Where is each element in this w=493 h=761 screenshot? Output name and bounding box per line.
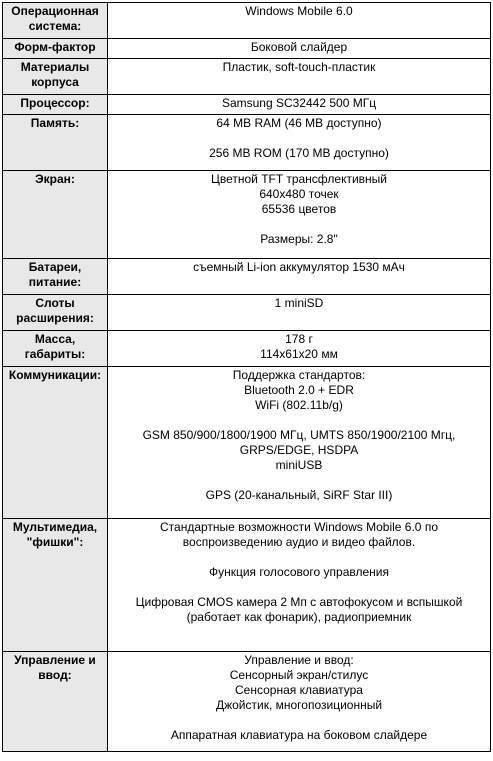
spec-value-battery bbox=[108, 259, 491, 295]
spec-value-line bbox=[112, 713, 486, 728]
spec-label-communications bbox=[3, 367, 108, 519]
spec-label-battery bbox=[3, 259, 108, 295]
spec-label-weight-dimensions bbox=[3, 331, 108, 367]
spec-label-form-factor bbox=[3, 39, 108, 59]
spec-label-line: Коммуникации: bbox=[8, 368, 102, 382]
spec-label-line: расширения: bbox=[16, 311, 94, 325]
spec-value-line: 64 MB RAM (46 MB доступно) bbox=[216, 116, 382, 130]
spec-value-line: Боковой слайдер bbox=[250, 40, 348, 54]
spec-row-os bbox=[3, 3, 491, 39]
spec-row-expansion-slots bbox=[3, 295, 491, 331]
specifications-table-body bbox=[3, 3, 491, 752]
spec-value-line: Сенсорная клавиатура bbox=[235, 683, 363, 697]
spec-row-form-factor bbox=[3, 39, 491, 59]
spec-label-line: Слоты bbox=[35, 296, 75, 310]
spec-value-line: Джойстик, многопозиционный bbox=[215, 698, 383, 712]
spec-value-line: GPS (20-канальный, SiRF Star III) bbox=[205, 488, 393, 502]
spec-value-line: Сенсорный экран/стилус bbox=[229, 668, 369, 682]
spec-value-line bbox=[112, 625, 486, 640]
spec-value-line: Поддержка стандартов: bbox=[232, 368, 366, 382]
spec-row-controls bbox=[3, 652, 491, 752]
spec-value-os bbox=[108, 3, 491, 39]
spec-value-line: съемный Li-ion аккумулятор 1530 мАч bbox=[193, 260, 405, 274]
spec-value-line: воспроизведению аудио и видео файлов. bbox=[182, 535, 416, 549]
spec-label-line: Масса, bbox=[34, 332, 76, 346]
spec-label-line: питание: bbox=[28, 275, 82, 289]
spec-value-line: 114x61x20 мм bbox=[260, 347, 338, 361]
spec-label-line: Экран: bbox=[35, 172, 75, 186]
spec-row-battery bbox=[3, 259, 491, 295]
spec-row-materials bbox=[3, 59, 491, 95]
spec-value-line: Цветной TFT трансфлективный bbox=[210, 172, 387, 186]
spec-label-expansion-slots bbox=[3, 295, 108, 331]
spec-value-expansion-slots bbox=[108, 295, 491, 331]
spec-value-line: 640x480 точек bbox=[259, 187, 339, 201]
spec-value-line: Аппаратная клавиатура на боковом слайдере bbox=[170, 728, 428, 742]
spec-label-line: Управление и bbox=[14, 653, 96, 667]
spec-label-line: Операционная bbox=[11, 4, 99, 18]
spec-value-memory bbox=[108, 115, 491, 171]
spec-label-line: система: bbox=[28, 19, 82, 33]
specifications-table bbox=[2, 2, 491, 752]
spec-label-line: Процессор: bbox=[20, 96, 90, 110]
spec-label-line: габариты: bbox=[24, 347, 86, 361]
spec-value-line: Цифровая CMOS камера 2 Мп с автофокусом и вспышкой bbox=[135, 595, 463, 609]
spec-label-line: Батареи, bbox=[28, 260, 82, 274]
spec-label-line: "фишки": bbox=[26, 535, 84, 549]
spec-label-materials bbox=[3, 59, 108, 95]
spec-value-line bbox=[112, 580, 486, 595]
spec-label-line: ввод: bbox=[38, 668, 72, 682]
spec-label-line: Форм-фактор bbox=[14, 40, 96, 54]
spec-value-communications bbox=[108, 367, 491, 519]
spec-label-line: Материалы bbox=[20, 60, 90, 74]
spec-row-communications bbox=[3, 367, 491, 519]
spec-value-line bbox=[112, 473, 486, 488]
spec-row-memory bbox=[3, 115, 491, 171]
spec-value-line: 178 г bbox=[285, 332, 313, 346]
spec-value-line: Windows Mobile 6.0 bbox=[245, 4, 353, 18]
spec-value-line: 256 MB ROM (170 MB доступно) bbox=[209, 146, 389, 160]
spec-value-line: Размеры: 2.8" bbox=[260, 232, 338, 246]
spec-value-weight-dimensions bbox=[108, 331, 491, 367]
spec-value-line: 65536 цветов bbox=[261, 202, 337, 216]
spec-label-controls bbox=[3, 652, 108, 752]
spec-value-line: Samsung SC32442 500 МГц bbox=[221, 96, 377, 110]
spec-value-line: Bluetooth 2.0 + EDR bbox=[244, 383, 354, 397]
spec-label-memory bbox=[3, 115, 108, 171]
spec-row-weight-dimensions bbox=[3, 331, 491, 367]
spec-value-processor bbox=[108, 95, 491, 115]
spec-value-line: miniUSB bbox=[275, 458, 323, 472]
spec-row-multimedia bbox=[3, 519, 491, 652]
spec-value-line bbox=[112, 131, 486, 146]
spec-label-os bbox=[3, 3, 108, 39]
spec-value-screen bbox=[108, 171, 491, 259]
spec-value-line bbox=[112, 413, 486, 428]
spec-row-screen bbox=[3, 171, 491, 259]
spec-value-line: Функция голосового управления bbox=[208, 565, 390, 579]
spec-value-line: GSM 850/900/1800/1900 МГц, UMTS 850/1900/2100 Мгц, bbox=[142, 428, 456, 442]
spec-value-multimedia bbox=[108, 519, 491, 652]
spec-value-line: (работает как фонарик), радиоприемник bbox=[186, 610, 412, 624]
spec-label-screen bbox=[3, 171, 108, 259]
spec-label-multimedia bbox=[3, 519, 108, 652]
spec-value-line bbox=[112, 217, 486, 232]
spec-label-line: Мультимедиа, bbox=[12, 520, 98, 534]
spec-value-line: GRPS/EDGE, HSDPA bbox=[239, 443, 359, 457]
spec-value-line bbox=[112, 550, 486, 565]
spec-value-line: 1 miniSD bbox=[274, 296, 324, 310]
spec-value-line: Управление и ввод: bbox=[244, 653, 354, 667]
spec-value-line: Стандартные возможности Windows Mobile 6.0 по bbox=[160, 520, 438, 534]
spec-row-processor bbox=[3, 95, 491, 115]
spec-value-form-factor bbox=[108, 39, 491, 59]
spec-value-line: Пластик, soft-touch-пластик bbox=[222, 60, 376, 74]
spec-label-line: корпуса bbox=[31, 75, 79, 89]
spec-value-controls bbox=[108, 652, 491, 752]
spec-label-line: Память: bbox=[30, 116, 80, 130]
spec-value-materials bbox=[108, 59, 491, 95]
spec-value-line: WiFi (802.11b/g) bbox=[255, 398, 343, 412]
spec-label-processor bbox=[3, 95, 108, 115]
